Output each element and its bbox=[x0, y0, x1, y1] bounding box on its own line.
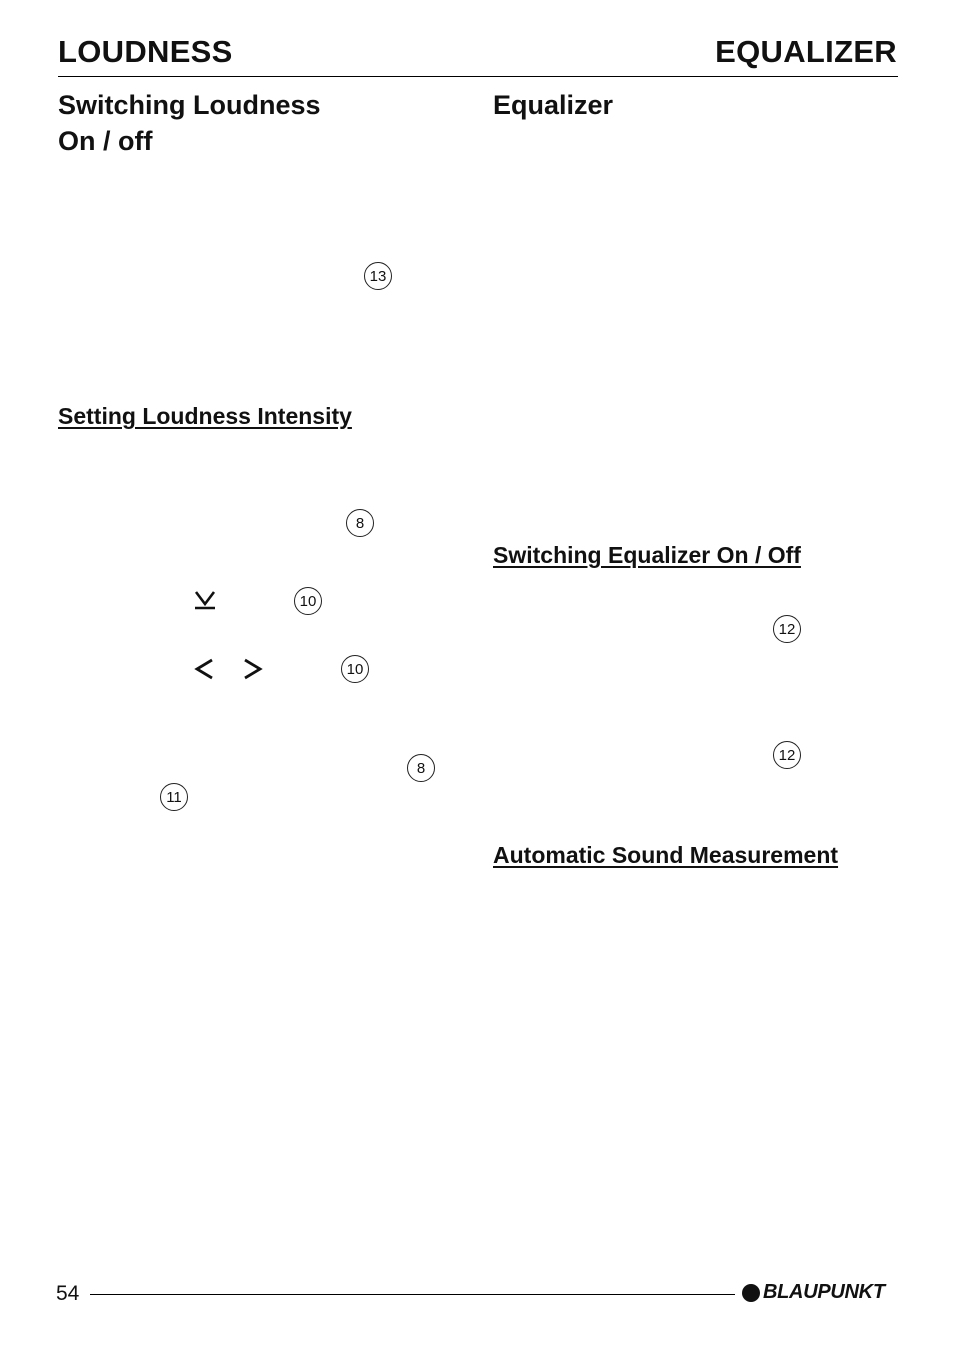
header-rule bbox=[58, 76, 898, 77]
heading-equalizer: Equalizer bbox=[493, 90, 614, 120]
heading-switching-loudness bbox=[58, 87, 321, 159]
callout-12-second: 12 bbox=[773, 741, 801, 769]
callout-12: 12 bbox=[773, 615, 801, 643]
logo-dot-icon bbox=[742, 1284, 760, 1302]
subheading-switching-equalizer: Switching Equalizer On / Off bbox=[493, 542, 801, 568]
callout-11: 11 bbox=[160, 783, 188, 811]
brand-name: BLAUPUNKT bbox=[763, 1281, 885, 1303]
callout-8: 8 bbox=[346, 509, 374, 537]
heading-line-2: On / off bbox=[58, 126, 153, 156]
heading-line-1: Switching Loudness bbox=[58, 90, 321, 120]
subheading-automatic-sound-measurement: Automatic Sound Measurement bbox=[493, 842, 839, 868]
section-header-loudness: LOUDNESS bbox=[58, 34, 233, 69]
callout-10-second: 10 bbox=[341, 655, 369, 683]
page-number: 54 bbox=[56, 1282, 80, 1305]
arrow-left-glyph bbox=[193, 656, 215, 682]
arrow-left-icon bbox=[193, 656, 215, 687]
callout-13: 13 bbox=[364, 262, 392, 290]
arrow-right-glyph bbox=[242, 656, 264, 682]
section-header-equalizer: EQUALIZER bbox=[715, 34, 897, 69]
callout-10: 10 bbox=[294, 587, 322, 615]
arrow-down-icon bbox=[193, 586, 217, 617]
callout-8-second: 8 bbox=[407, 754, 435, 782]
subheading-setting-loudness-intensity: Setting Loudness Intensity bbox=[58, 403, 352, 429]
arrow-down-glyph bbox=[193, 586, 217, 612]
brand-logo bbox=[742, 1281, 885, 1304]
arrow-right-icon bbox=[242, 656, 264, 687]
footer-rule bbox=[90, 1294, 735, 1295]
